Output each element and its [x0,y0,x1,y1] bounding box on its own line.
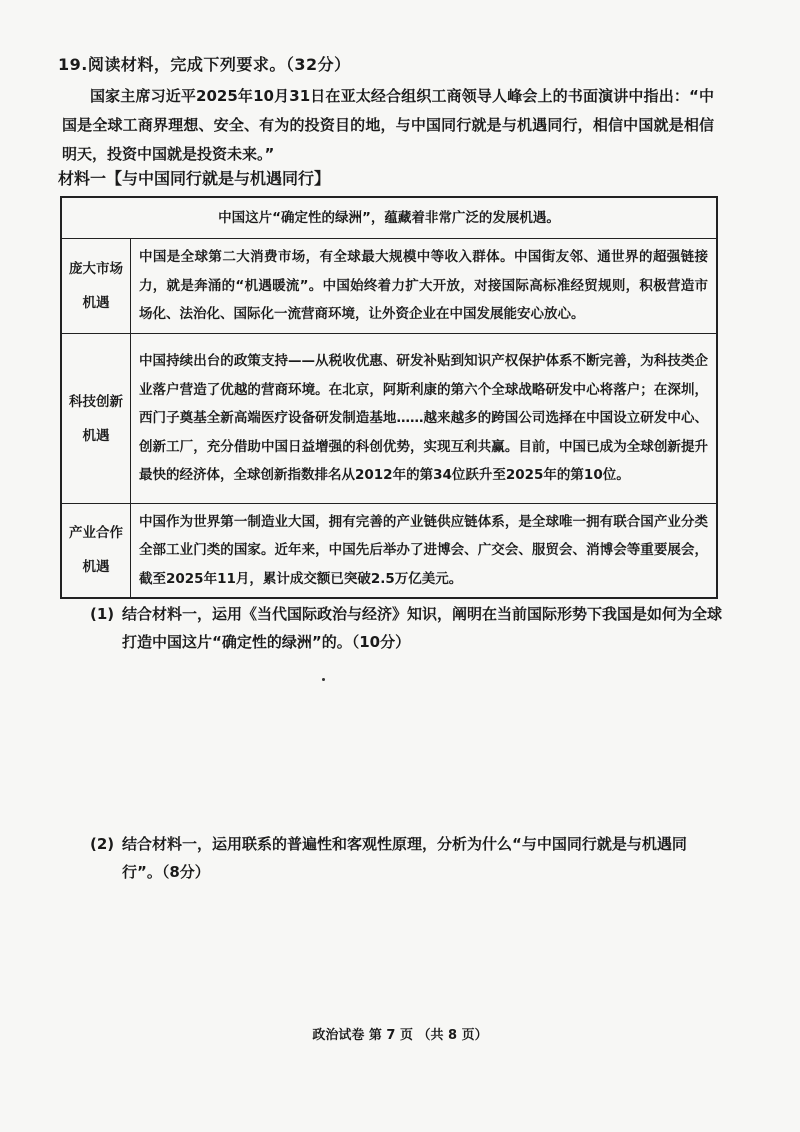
sub-question-2 [90,830,730,886]
table-header-row [61,197,717,239]
table-row [61,504,717,598]
row-text-market: 中国是全球第二大消费市场，有全球最大规模中等收入群体。中国街友邻、通世界的超强链接力，就是奔涌的“机遇暖流”。中国始终着力扩大开放，对接国际高标准经贸规则，积极营造市场化、法治化、国际化一流营商环境，让外资企业在中国发展能安心放心。 [131,239,718,334]
material-title: 材料一【与中国同行就是与机遇同行】 [58,169,331,188]
table-row [61,239,717,334]
sub-question-number: (1) [90,605,115,623]
row-label-market: 庞大市场机遇 [61,239,131,334]
sub-question-text-cont: 行”。（8分） [122,863,210,881]
sub-question-text: 结合材料一，运用联系的普遍性和客观性原理，分析为什么“与中国同行就是与机遇同 [122,835,687,853]
question-title: 19.阅读材料，完成下列要求。（32分） [58,55,351,74]
sub-question-text-cont: 打造中国这片“确定性的绿洲”的。（10分） [122,633,411,651]
row-text-industry: 中国作为世界第一制造业大国，拥有完善的产业链供应链体系，是全球唯一拥有联合国产业分类全部工业门类的国家。近年来，中国先后举办了进博会、广交会、服贸会、消博会等重要展会，截至2025年11月，累计成交额已突破2.5万亿美元。 [131,504,718,598]
table-header: 中国这片“确定性的绿洲”，蕴藏着非常广泛的发展机遇。 [61,197,717,239]
material-table [60,196,718,599]
table-row [61,334,717,504]
row-label-industry: 产业合作机遇 [61,504,131,598]
sub-question-number: (2) [90,835,115,853]
row-label-tech: 科技创新机遇 [61,334,131,504]
stray-mark [322,678,325,681]
sub-question-1 [90,600,730,656]
row-text-tech: 中国持续出台的政策支持——从税收优惠、研发补贴到知识产权保护体系不断完善，为科技类企业落户营造了优越的营商环境。在北京，阿斯利康的第六个全球战略研发中心将落户；在深圳，西门子奠基全新高端医疗设备研发制造基地……越来越多的跨国公司选择在中国设立研发中心、创新工厂，充分借助中国日益增强的科创优势，实现互利共赢。目前，中国已成为全球创新提升最快的经济体，全球创新指数排名从2012年的第34位跃升至2025年的第10位。 [131,334,718,504]
question-intro: 国家主席习近平2025年10月31日在亚太经合组织工商领导人峰会上的书面演讲中指出：“中国是全球工商界理想、安全、有为的投资目的地，与中国同行就是与机遇同行，相信中国就是相信明天，投资中国就是投资未来。” [62,87,714,163]
page-footer: 政治试卷 第 7 页 （共 8 页） [312,1028,488,1043]
sub-question-text: 结合材料一，运用《当代国际政治与经济》知识，阐明在当前国际形势下我国是如何为全球 [122,605,723,623]
